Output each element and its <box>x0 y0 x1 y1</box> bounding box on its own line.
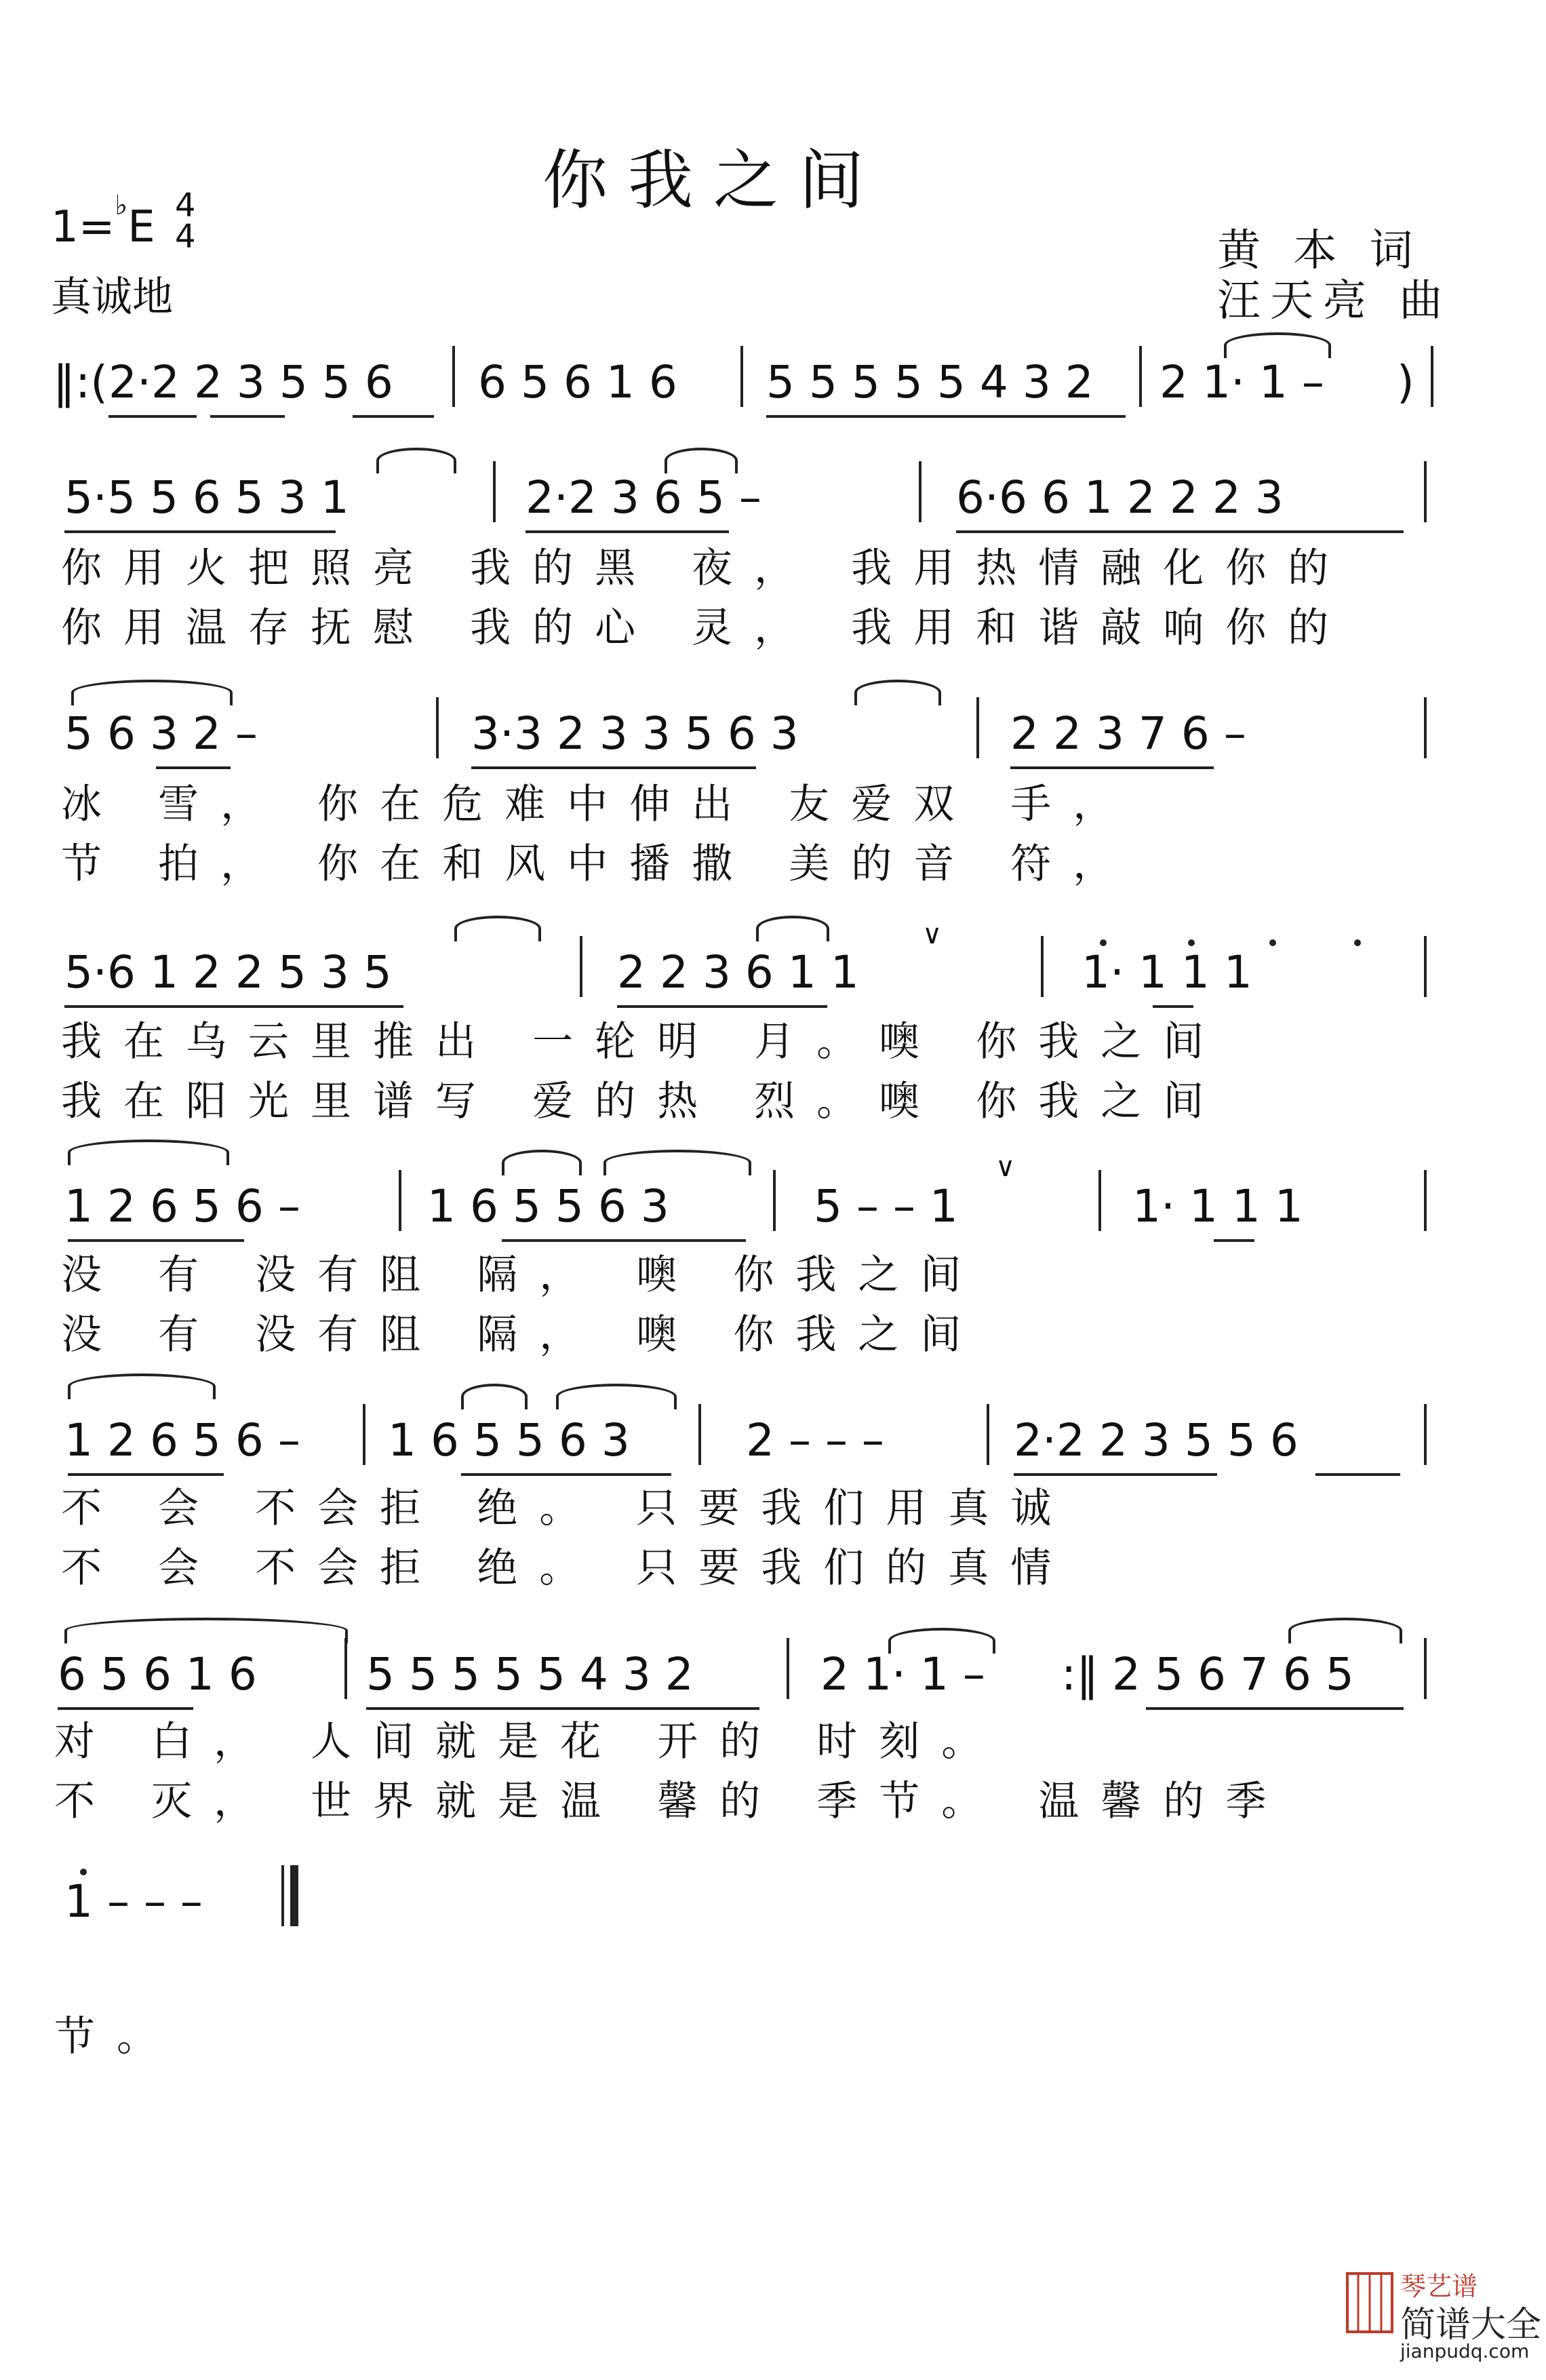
measure-notes: 2·2 2 3 5 5 6 <box>1014 1414 1299 1466</box>
beam <box>353 415 434 418</box>
tie-arc <box>1224 332 1331 358</box>
lyric-line: 不 会 不会拒 绝。 只要我们用真诚 <box>61 1485 1073 1532</box>
bar-line <box>1139 346 1142 407</box>
bar-line <box>698 1404 701 1465</box>
composer-credit: 汪天亮 曲 <box>1217 276 1452 326</box>
tie-arc <box>454 916 541 941</box>
lyricist-credit: 黄 本 词 <box>1217 226 1423 276</box>
tempo-marking: 真诚地 <box>51 273 173 321</box>
bar-line <box>580 936 582 997</box>
lyric-line: 没 有 没有阻 隔， 噢 你我之间 <box>61 1311 983 1359</box>
measure-notes: 2 1· 1 – <box>820 1648 985 1700</box>
measure-notes: 6 5 6 1 6 <box>478 356 677 408</box>
beam <box>108 415 197 418</box>
lyric-line: 不 会 不会拒 绝。 只要我们的真情 <box>61 1544 1073 1592</box>
octave-dot <box>1100 939 1107 946</box>
key-signature <box>51 190 155 252</box>
measure-notes: 1 6 5 5 6 3 <box>427 1180 669 1232</box>
tie-arc <box>756 916 829 941</box>
octave-dot <box>1188 939 1195 946</box>
beam <box>68 1239 244 1242</box>
beam <box>1153 1005 1193 1008</box>
bar-line <box>452 346 455 407</box>
bar-line <box>1424 1170 1427 1231</box>
bar-line <box>399 1170 401 1231</box>
octave-dot <box>1269 939 1276 946</box>
watermark-site-name: 简谱大全 <box>1400 2305 1542 2345</box>
beam <box>617 1005 827 1008</box>
measure-notes: 6 5 6 1 6 <box>58 1648 257 1700</box>
breath-mark: ∨ <box>995 1152 1016 1183</box>
lyric-line: 我在阳光里谱写 爱的热 烈。噢 你我之间 <box>61 1078 1226 1125</box>
song-title: 你我之间 <box>542 142 884 218</box>
tie-arc <box>376 448 456 473</box>
bar-line <box>493 461 496 522</box>
measure-notes: 2 5 6 7 6 5 <box>1112 1648 1354 1700</box>
intro-close-paren: ) <box>1397 356 1414 408</box>
beam <box>526 530 729 533</box>
watermark-url: jianpudq.com <box>1400 2340 1530 2362</box>
tie-arc <box>68 1139 229 1165</box>
bar-line <box>740 346 743 407</box>
bar-line <box>344 1638 347 1699</box>
bar-line <box>1431 346 1433 407</box>
time-signature <box>175 187 196 256</box>
lyric-line: 你用火把照亮 我的黑 夜， 我用热情融化你的 <box>61 545 1351 592</box>
measure-notes: 2 – – – <box>746 1414 884 1466</box>
piano-icon <box>1346 2272 1393 2333</box>
tie-arc <box>665 448 738 473</box>
bar-line <box>1098 1170 1101 1231</box>
beam <box>502 1239 746 1242</box>
tie-arc <box>71 680 233 705</box>
beam <box>156 766 231 769</box>
bar-line <box>363 1404 365 1465</box>
measure-notes: 5 5 5 5 5 4 3 2 <box>766 356 1094 408</box>
beam <box>64 1005 403 1008</box>
lyric-line: 没 有 没有阻 隔， 噢 你我之间 <box>61 1251 983 1299</box>
tie-arc <box>502 1150 582 1175</box>
beam <box>1010 766 1214 769</box>
beam <box>64 530 336 533</box>
measure-notes: 2·2 3 6 5 – <box>526 471 761 524</box>
measure-notes: 5 5 5 5 5 4 3 2 <box>366 1648 694 1700</box>
bar-line <box>773 1170 776 1231</box>
breath-mark: ∨ <box>922 919 943 950</box>
tie-arc <box>1288 1618 1402 1643</box>
measure-notes: 2 2 3 7 6 – <box>1010 707 1246 760</box>
measure-notes: 2 2 3 6 1 1 <box>617 946 859 998</box>
key-prefix: 1= <box>51 202 115 252</box>
measure-notes: 1 2 6 5 6 – <box>64 1180 300 1232</box>
time-bottom: 4 <box>175 218 196 256</box>
flat-icon: ♭ <box>115 190 128 221</box>
bar-line <box>987 1404 989 1465</box>
tie-arc <box>854 680 941 705</box>
beam <box>1214 1239 1254 1242</box>
measure-notes: 6·6 6 1 2 2 2 3 <box>956 471 1284 524</box>
beam <box>1315 1473 1400 1476</box>
time-top: 4 <box>175 187 196 225</box>
tie-arc <box>603 1150 751 1175</box>
tie-arc <box>461 1384 528 1409</box>
beam <box>471 766 756 769</box>
measure-notes: 1 – – – <box>64 1875 203 1928</box>
octave-dot <box>80 1869 87 1875</box>
bar-line <box>976 697 979 758</box>
octave-dot <box>1354 939 1361 946</box>
lyric-line: 你用温存抚慰 我的心 灵， 我用和谐敲响你的 <box>61 604 1351 652</box>
lyric-line: 冰 雪， 你在危难中伸出 友爱双 手， <box>61 781 1136 828</box>
lyric-line: 我在乌云里推出 一轮明 月。噢 你我之间 <box>61 1018 1226 1066</box>
bar-line <box>1424 1404 1427 1465</box>
lyric-line: 节。 <box>54 2013 179 2061</box>
measure-notes: 3·3 2 3 3 5 6 3 <box>471 707 799 760</box>
repeat-close: :‖ <box>1061 1648 1099 1700</box>
bar-line <box>919 461 921 522</box>
measure-notes: 2·2 2 3 5 5 6 <box>108 356 393 408</box>
bar-line <box>1424 1638 1427 1699</box>
tie-arc <box>888 1628 995 1654</box>
final-bar-thick <box>290 1865 298 1926</box>
bar-line <box>436 697 439 758</box>
measure-notes: 1· 1 1 1 <box>1132 1180 1303 1232</box>
tie-arc <box>64 1618 348 1643</box>
lyric-line: 不 灭， 世界就是温 馨的 季节。 温馨的季 <box>54 1778 1288 1825</box>
measure-notes: 5·5 5 6 5 3 1 <box>64 471 349 524</box>
measure-notes: 5 6 3 2 – <box>64 707 258 760</box>
bar-line <box>1424 697 1427 758</box>
measure-notes: 2 1· 1 – <box>1160 356 1324 408</box>
watermark-brand: 琴艺谱 <box>1400 2271 1478 2301</box>
measure-notes: 1 6 5 5 6 3 <box>388 1414 630 1466</box>
measure-notes: 5 – – 1 <box>814 1180 958 1232</box>
key-letter: E <box>127 202 155 252</box>
beam <box>956 530 1404 533</box>
repeat-open: ‖:( <box>53 356 108 408</box>
watermark-logo <box>1346 2265 1542 2367</box>
measure-notes: 1· 1 1 1 <box>1082 946 1252 998</box>
bar-line <box>1424 461 1427 522</box>
bar-line <box>1041 936 1044 997</box>
measure-notes: 1 2 6 5 6 – <box>64 1414 300 1466</box>
lyric-line: 节 拍， 你在和风中播撒 美的音 符， <box>61 840 1136 888</box>
beam <box>1146 1707 1404 1710</box>
bar-line <box>787 1638 789 1699</box>
beam <box>766 415 1126 418</box>
tie-arc <box>556 1384 677 1409</box>
measure-notes: 5·6 1 2 2 5 3 5 <box>64 946 392 998</box>
tie-arc <box>68 1373 216 1399</box>
lyric-line: 对 白， 人间就是花 开的 时刻。 <box>54 1718 1004 1766</box>
bar-line <box>1424 936 1427 997</box>
final-bar-thin <box>281 1865 284 1926</box>
beam <box>210 415 285 418</box>
